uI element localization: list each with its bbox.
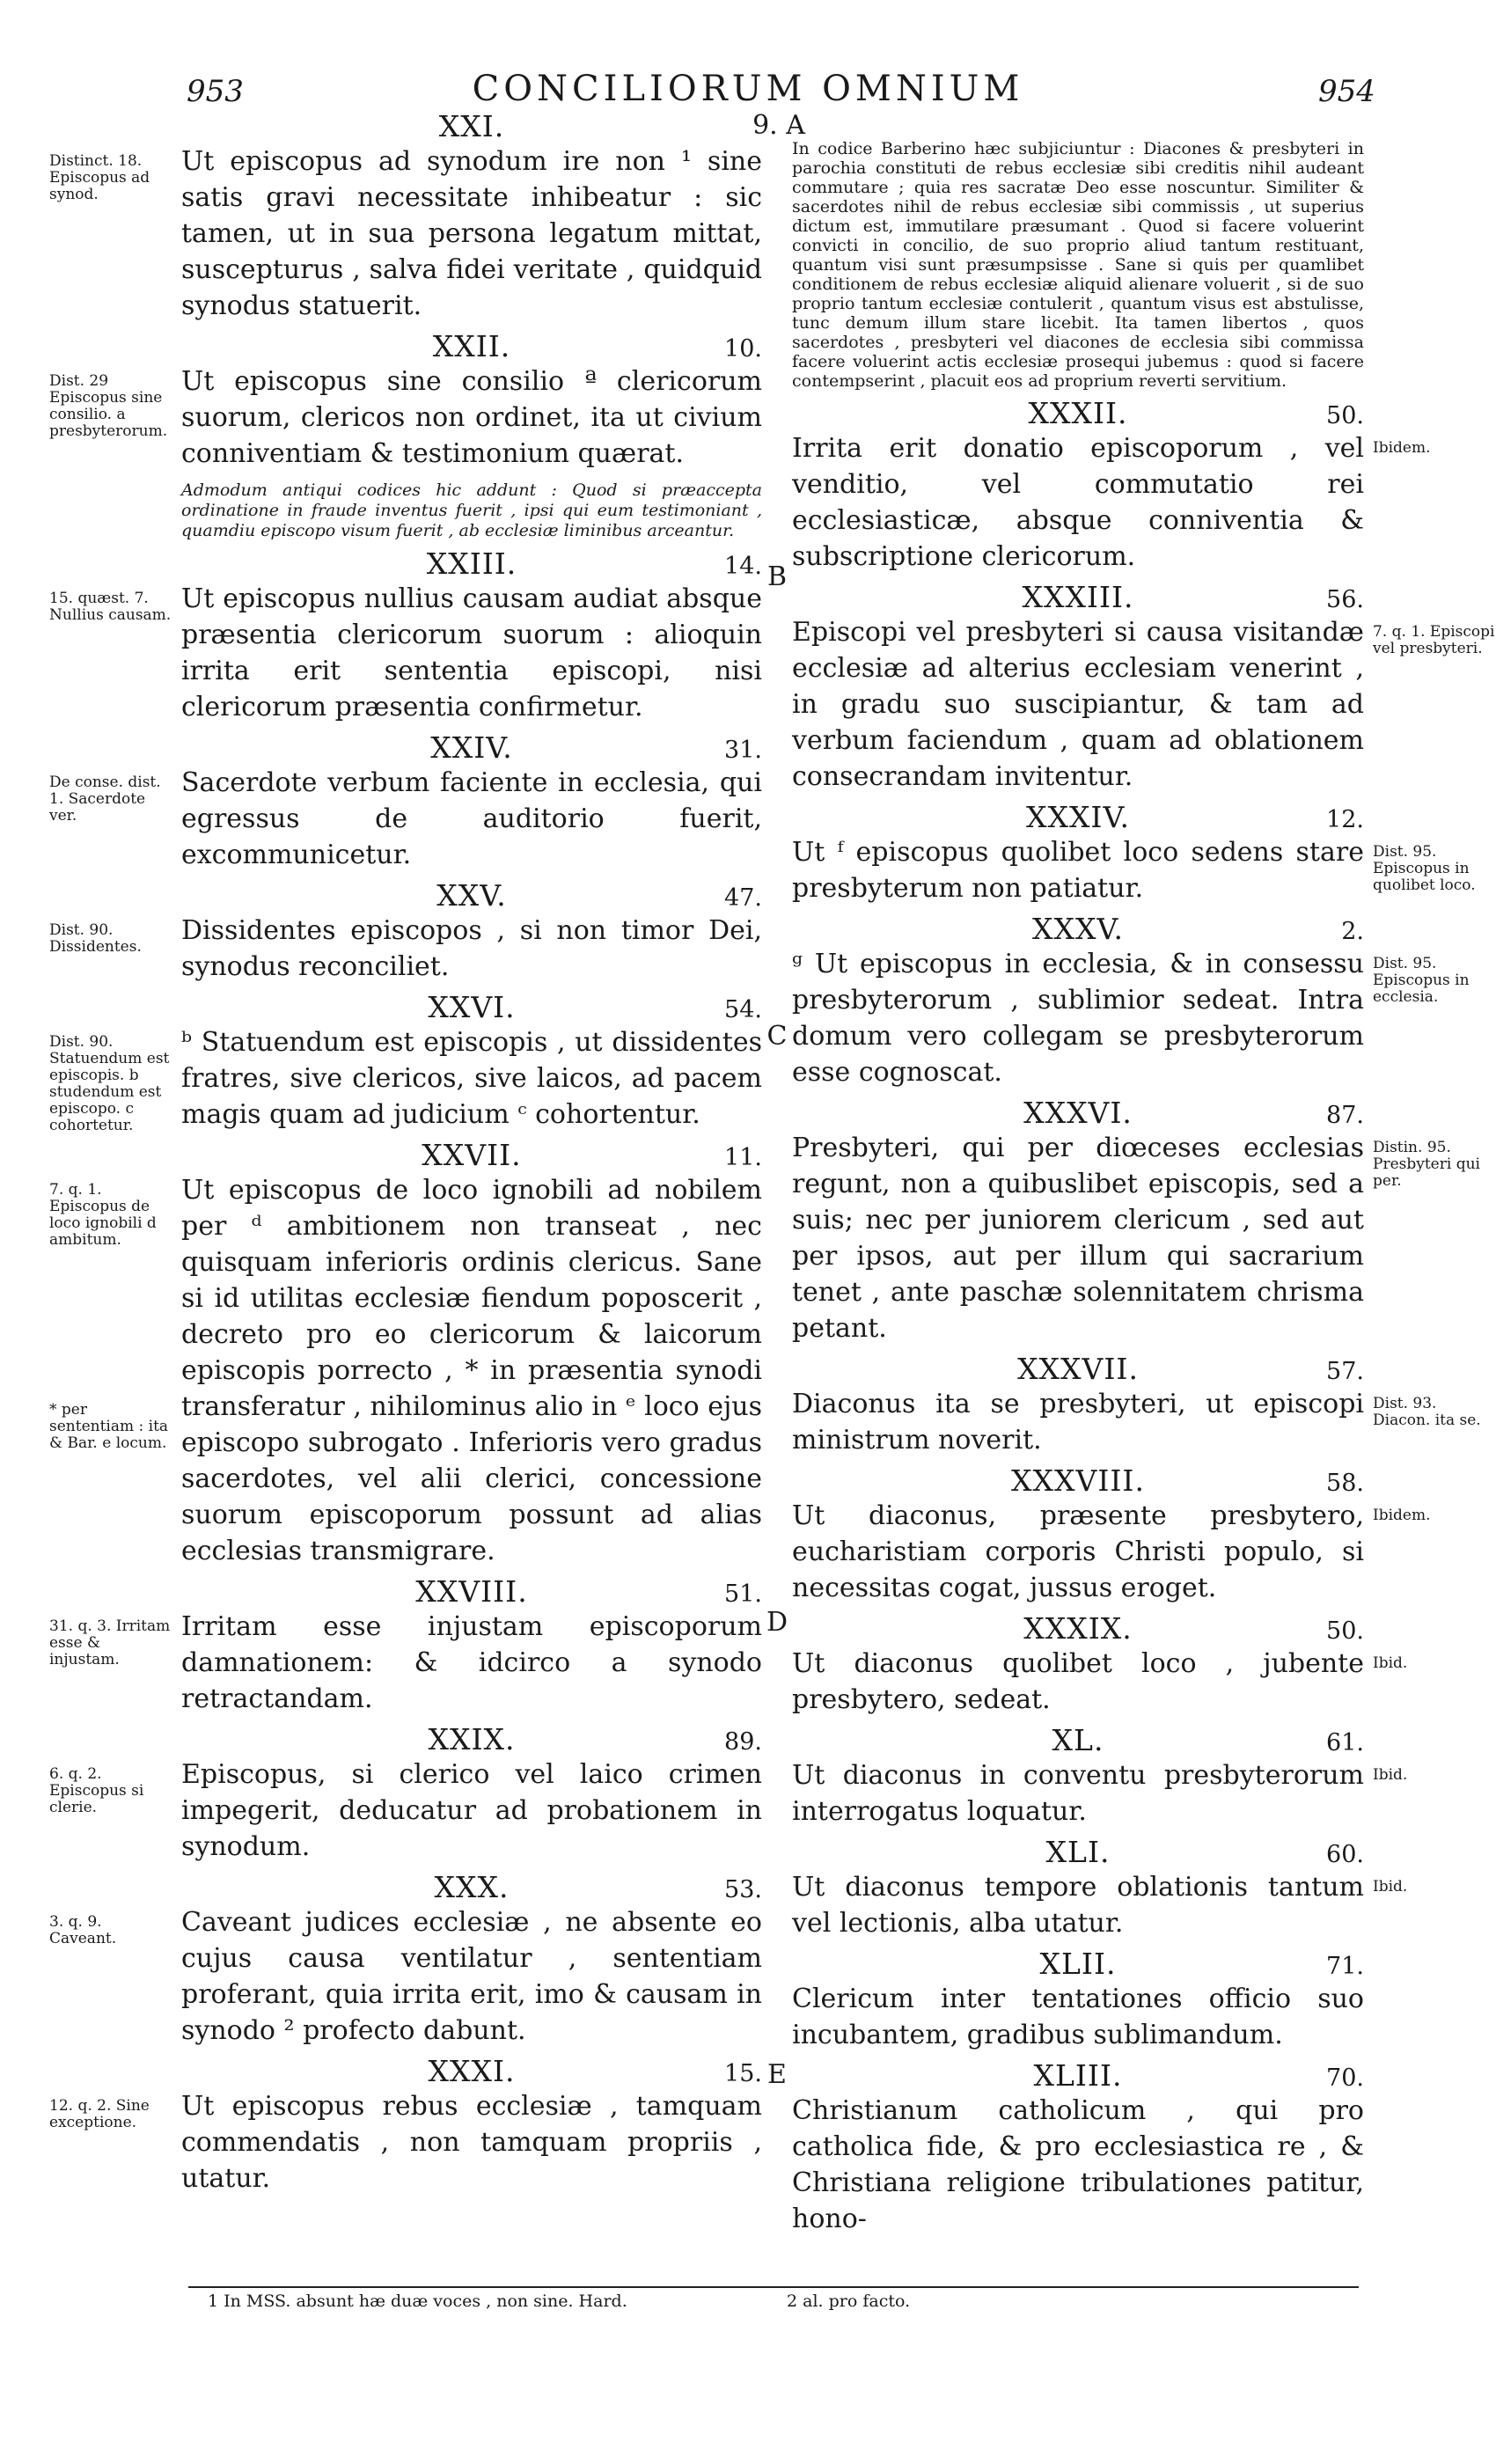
canon-text: Ut episcopus sine consilio ª clericorum suorum, clericos non ordinet, ita ut civium conniventiam & testimonium quærat.: [181, 366, 762, 469]
canon-number: XXXIX.: [1023, 1611, 1133, 1646]
canon: [792, 1463, 1431, 1606]
margin-note: Dist. 90. Statuendum est episcopis. b studendum est episcopo. c cohortetur.: [49, 1033, 170, 1134]
margin-note: Ibid.: [1373, 1654, 1408, 1672]
canon-heading: [181, 1574, 762, 1609]
canon-heading: [181, 730, 762, 765]
page-number-right: 954: [1318, 74, 1375, 109]
canon-reference: 61.: [1326, 1729, 1364, 1756]
canon: [792, 1723, 1408, 1830]
canon-number: XLII.: [1039, 1947, 1117, 1981]
canon-heading: [792, 396, 1364, 430]
footnote-rule: [188, 2286, 1359, 2288]
canon-text: Ut episcopus rebus ecclesiæ , tamquam commendatis , non tamquam propriis , utatur.: [181, 2091, 762, 2194]
canon-number: XXXIV.: [1025, 800, 1131, 834]
canon: [49, 109, 762, 324]
canon-reference: 51.: [724, 1580, 762, 1608]
canon-heading: [181, 2054, 762, 2088]
canon-reference: 53.: [724, 1876, 762, 1903]
margin-note: Ibid.: [1373, 1878, 1408, 1896]
canon-text: Ut diaconus quolibet loco , jubente presbytero, sedeat.: [792, 1648, 1364, 1715]
canon: [49, 2054, 762, 2196]
page-title: CONCILIORUM OMNIUM: [472, 69, 1024, 109]
canon: [792, 2058, 1364, 2237]
canon-reference: 12.: [1326, 806, 1364, 833]
margin-note: 7. q. 1. Episcopus de loco ignobili d ambitum.: [49, 1181, 157, 1249]
canon-number: XXIV.: [430, 730, 513, 765]
canon-number: XXVI.: [428, 990, 516, 1024]
canon-reference: 89.: [724, 1728, 762, 1756]
canon-number: XXVIII.: [415, 1574, 528, 1609]
footnote-2: 2 al. pro facto.: [787, 2292, 911, 2311]
canon-reference: 15.: [724, 2060, 762, 2087]
canon-number: XXI.: [438, 109, 505, 143]
canon: [49, 1870, 762, 2049]
margin-note: 31. q. 3. Irritam esse & injustam.: [49, 1617, 171, 1668]
canon-reference: 2.: [1341, 918, 1364, 945]
margin-note: Distinct. 18. Episcopus ad synod.: [49, 152, 150, 203]
canon-number: XXXI.: [428, 2054, 516, 2088]
canon-text: Ut episcopus ad synodum ire non ¹ sine satis gravi necessitate inhibeatur : sic tamen, ut in sua persona legatum mittat, suscepturus , salva fidei veritate , quidquid synodus statuerit.: [181, 146, 762, 321]
canon-text: Ut ᶠ episcopus quolibet loco sedens stare presbyterum non patiatur.: [792, 837, 1364, 904]
canon-text: Episcopus, si clerico vel laico crimen impegerit, deducatur ad probationem in synodum.: [181, 1759, 762, 1862]
canon-heading: [792, 580, 1364, 614]
canon: [792, 1352, 1481, 1458]
margin-variant-note: * per sententiam : ita & Bar. e locum.: [49, 1401, 169, 1452]
barberino-note: In codice Barberino hæc subjiciuntur : Diacones & presbyteri in parochia constituti de rebus ecclesiæ sibi creditis nihil audeant commutare ; quia res sacratæ Deo esse noscuntur. Similiter & sacerdotes nihil de rebus ecclesiæ sibi commissis , ut superius dictum est, immutilare præsumant . Quod si facere voluerint convicti in concilio, de suo proprio aliud tantum restituant, quantum visi sunt præsumpsisse . Sane si quis per quamlibet conditionem de rebus ecclesiæ aliquid alienare voluerit , si de suo proprio tantum ecclesiæ contulerit , quantum visus est abstulisse, tunc demum illum stare licebit. Ita tamen libertos , quos sacerdotes , presbyteri vel diacones de ecclesia sibi commissa facere voluerint actis ecclesiæ prosequi jubemus : quod si facere contempserint , placuit eos ad proprium reverti servitium.: [792, 139, 1364, 391]
canon: [49, 546, 762, 725]
canon-heading: [792, 800, 1364, 834]
canon-number: XXVII.: [422, 1138, 522, 1172]
canon: [792, 396, 1431, 575]
canon: [792, 1947, 1364, 2053]
page-number-left: 953: [187, 74, 244, 109]
canon-heading: [792, 1096, 1364, 1130]
margin-note: Dist. 95. Episcopus in quolibet loco.: [1373, 843, 1476, 894]
canon: [792, 580, 1495, 795]
margin-note: Ibid.: [1373, 1766, 1408, 1784]
margin-note: Dist. 93. Diacon. ita se.: [1373, 1395, 1481, 1429]
canon-heading: [792, 912, 1364, 946]
footnote-1: 1 In MSS. absunt hæ duæ voces , non sine. Hard.: [208, 2292, 627, 2311]
canon-number: XXIX.: [428, 1722, 516, 1756]
canon-heading: [792, 2058, 1364, 2093]
canon: [49, 1574, 762, 1717]
canon-reference: 60.: [1326, 1841, 1364, 1868]
canon-number: XLI.: [1045, 1835, 1111, 1869]
canon-text: Caveant judices ecclesiæ , ne absente eo cujus causa ventilatur , sententiam proferant, quia irrita erit, imo & causam in synodo ² profecto dabunt.: [181, 1907, 762, 2046]
canon: [49, 990, 762, 1134]
canon-number: XXXV.: [1031, 912, 1125, 946]
canon-reference: 87.: [1326, 1102, 1364, 1129]
canon-reference: 56.: [1326, 586, 1364, 613]
canon-text: Ut diaconus in conventu presbyterorum interrogatus loquatur.: [792, 1760, 1364, 1827]
canon-heading: [181, 878, 762, 913]
canon-text: Ut episcopus nullius causam audiat absque præsentia clericorum suorum : alioquin irrita erit sententia episcopi, nisi clericorum præsentia confirmetur.: [181, 583, 762, 722]
antiqui-codices-note: Admodum antiqui codices hic addunt : Quod si præaccepta ordinatione in fraude inventus fuerit , ipsi qui eum testimoniant , quamdiu episcopo visum fuerit , ab ecclesiæ liminibus arceantur.: [181, 480, 762, 540]
canon-heading: [792, 1463, 1364, 1498]
canon-reference: 70.: [1326, 2064, 1364, 2092]
canon-heading: [792, 1723, 1364, 1757]
canon: [49, 878, 762, 985]
canon-text: Ut episcopus de loco ignobili ad nobilem per ᵈ ambitionem non transeat , nec quisquam inferioris ordinis clericus. Sane si id utilitas ecclesiæ fiendum poposcerit , decreto pro eo clericorum & laicorum episcopis porrecto , * in præsentia synodi transferatur , nihilominus alio in ᵉ loco ejus episcopo subrogato . Inferioris vero gradus sacerdotes, vel alii clerici, concessione suorum episcoporum possunt ad alias ecclesias transmigrare.: [181, 1175, 762, 1566]
canon-number: XXXVII.: [1017, 1352, 1139, 1386]
section-letter-a: 9. A: [752, 110, 805, 141]
canon: [792, 800, 1476, 906]
margin-note: De conse. dist. 1. Sacerdote ver.: [49, 774, 161, 825]
canon-text: Sacerdote verbum faciente in ecclesia, qui egressus de auditorio fuerit, excommunicetur.: [181, 767, 762, 870]
canon-reference: 71.: [1326, 1953, 1364, 1980]
canon: [792, 1611, 1408, 1718]
canon-number: XXXIII.: [1022, 580, 1134, 614]
margin-note: Dist. 95. Episcopus in ecclesia.: [1373, 955, 1470, 1006]
canon: [49, 1138, 762, 1569]
canon-text: Irritam esse injustam episcoporum damnationem: & idcirco a synodo retractandam.: [181, 1611, 762, 1714]
canon-reference: 58.: [1326, 1470, 1364, 1497]
canon-heading: [792, 1352, 1364, 1386]
canon: [792, 1096, 1480, 1346]
canon-text: Dissidentes episcopos , si non timor Dei, synodus reconciliet.: [181, 915, 762, 982]
canon-heading: [181, 329, 762, 363]
canon: [792, 1835, 1408, 1941]
canon: [49, 730, 762, 873]
canon-reference: 14.: [724, 553, 762, 580]
margin-note: 15. quæst. 7. Nullius causam.: [49, 590, 172, 624]
canon-number: XXXII.: [1028, 396, 1128, 430]
canon-heading: [181, 546, 762, 581]
canon-reference: 11.: [724, 1144, 762, 1171]
canon-reference: 50.: [1326, 402, 1364, 429]
section-letter-d: D: [766, 1607, 788, 1638]
canon: [792, 912, 1470, 1090]
canon-text: ᵇ Statuendum est episcopis , ut dissidentes fratres, sive clericos, sive laicos, ad pacem magis quam ad judicium ᶜ cohortentur.: [181, 1027, 762, 1130]
left-column: [49, 104, 762, 2196]
canon-heading: [181, 1870, 762, 1904]
canon-text: Episcopi vel presbyteri si causa visitandæ ecclesiæ ad alterius ecclesiam venerint , in gradu suo suscipiantur, & tam ad verbum faciendum , quam ad oblationem consecrandam invitentur.: [792, 617, 1364, 792]
canon-text: Irrita erit donatio episcoporum , vel venditio, vel commutatio rei ecclesiasticæ, absque conniventia & subscriptione clericorum.: [792, 433, 1364, 572]
margin-note: Ibidem.: [1373, 1507, 1431, 1524]
canon-heading: [792, 1611, 1364, 1646]
canon-reference: 47.: [724, 884, 762, 912]
right-column: [792, 104, 1495, 2237]
canon-number: XXX.: [434, 1870, 510, 1904]
canon-number: XXV.: [436, 878, 507, 913]
canon-heading: [181, 990, 762, 1024]
canon-heading: [792, 1947, 1364, 1981]
canon-number: XXXVI.: [1023, 1096, 1133, 1130]
margin-note: Ibidem.: [1373, 439, 1431, 457]
margin-note: Dist. 90. Dissidentes.: [49, 921, 142, 956]
section-letter-b: B: [766, 561, 788, 592]
margin-note: 7. q. 1. Episcopi vel presbyteri.: [1373, 623, 1495, 657]
canon-reference: 50.: [1326, 1617, 1364, 1645]
section-letter-e: E: [767, 2059, 787, 2090]
canon-number: XL.: [1052, 1723, 1104, 1757]
canon-number: XXIII.: [426, 546, 517, 581]
canon: [49, 1722, 762, 1865]
canon-text: Clericum inter tentationes officio suo incubantem, gradibus sublimandum.: [792, 1984, 1364, 2050]
margin-note: 3. q. 9. Caveant.: [49, 1913, 117, 1947]
canon-reference: 31.: [724, 737, 762, 764]
canon-text: Christianum catholicum , qui pro catholica fide, & pro ecclesiastica re , & Christiana religione tribulationes patitur, hono-: [792, 2095, 1364, 2234]
canon-text: Presbyteri, qui per diœceses ecclesias regunt, non a quibuslibet episcopis, sed a suis; nec per juniorem clericum , sed aut per ipsos, aut per illum qui sacrarium tenet , ante paschæ solennitatem chrisma petant.: [792, 1133, 1364, 1344]
margin-note: 12. q. 2. Sine exceptione.: [49, 2097, 150, 2131]
margin-note: Dist. 29 Episcopus sine consilio. a presbyterorum.: [49, 372, 168, 440]
canon-text: Diaconus ita se presbyteri, ut episcopi ministrum noverit.: [792, 1389, 1364, 1456]
canon-number: XXXVIII.: [1011, 1463, 1145, 1498]
canon-reference: 54.: [724, 996, 762, 1023]
section-letter-c: C: [766, 1021, 788, 1052]
canon-heading: [181, 109, 762, 143]
canon-number: XLIII.: [1033, 2058, 1123, 2093]
canon-text: ᵍ Ut episcopus in ecclesia, & in consessu presbyterorum , sublimior sedeat. Intra domum vero collegam se presbyterorum esse cognoscat.: [792, 949, 1364, 1088]
canon-reference: 10.: [724, 335, 762, 363]
canon-reference: 57.: [1326, 1358, 1364, 1385]
canon-heading: [181, 1722, 762, 1756]
canon-heading: [792, 1835, 1364, 1869]
canon-heading: [181, 1138, 762, 1172]
margin-note: 6. q. 2. Episcopus si clerie.: [49, 1765, 144, 1816]
canon-number: XXII.: [432, 329, 511, 363]
canon-text: Ut diaconus, præsente presbytero, eucharistiam corporis Christi populo, si necessitas cogat, jussus eroget.: [792, 1500, 1364, 1603]
canon: [49, 329, 762, 472]
canon-text: Ut diaconus tempore oblationis tantum vel lectionis, alba utatur.: [792, 1872, 1364, 1939]
margin-note: Distin. 95. Presbyteri qui per.: [1373, 1139, 1480, 1190]
